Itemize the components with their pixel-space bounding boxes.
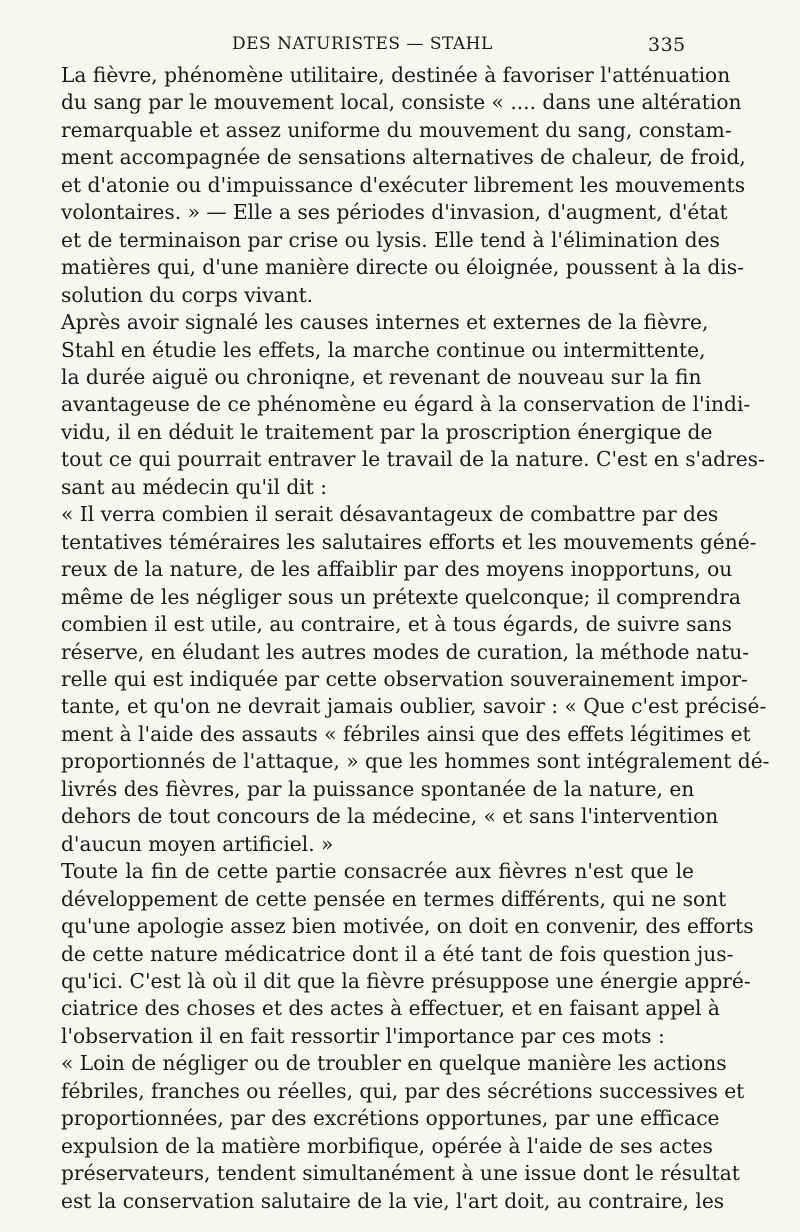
text-line: d'aucun moyen artificiel. » <box>61 831 334 856</box>
text-line: matières qui, d'une manière directe ou éloignée, poussent à la dis- <box>61 255 744 280</box>
text-line: livrés des fièvres, par la puissance spontanée de la nature, en <box>61 776 695 801</box>
text-line: fébriles, franches ou réelles, qui, par des sécrétions successives et <box>61 1078 745 1103</box>
text-line: de cette nature médicatrice dont il a été tant de fois question jus- <box>61 941 734 966</box>
text-line: combien il est utile, au contraire, et à tous égards, de suivre sans <box>61 612 732 637</box>
text-line: qu'ici. C'est là où il dit que la fièvre présuppose une énergie appré- <box>61 968 751 993</box>
text-line: La fièvre, phénomène utilitaire, destinée à favoriser l'atténuation <box>61 63 731 87</box>
text-line: relle qui est indiquée par cette observation souverainement impor- <box>61 666 748 691</box>
text-line: sant au médecin qu'il dit : <box>61 474 328 499</box>
paragraph <box>38 62 746 309</box>
page-header <box>0 30 800 60</box>
text-line: avantageuse de ce phénomène eu égard à la conservation de l'indi- <box>61 392 751 417</box>
text-line: Après avoir signalé les causes internes et externes de la fièvre, <box>61 310 709 335</box>
paragraph <box>38 858 754 1050</box>
text-line: et de terminaison par crise ou lysis. Elle tend à l'élimination des <box>61 227 720 252</box>
text-line: proportionnées, par des excrétions opportunes, par une efficace <box>61 1106 720 1131</box>
text-line: et d'atonie ou d'impuissance d'exécuter librement les mouvements <box>61 172 746 197</box>
text-line: volontaires. » — Elle a ses périodes d'invasion, d'augment, d'état <box>61 200 728 225</box>
paragraph <box>38 309 765 501</box>
text-line: « Il verra combien il serait désavantageux de combattre par des <box>61 502 719 527</box>
body-text <box>38 62 770 1215</box>
paragraph <box>38 501 770 858</box>
text-line: expulsion de la matière morbifique, opérée à l'aide de ses actes <box>61 1133 713 1158</box>
text-line: « Loin de négliger ou de troubler en quelque manière les actions <box>61 1051 727 1076</box>
text-line: solution du corps vivant. <box>61 282 314 307</box>
paragraph <box>38 1050 745 1215</box>
text-line: développement de cette pensée en termes différents, qui ne sont <box>61 886 727 911</box>
text-line: qu'une apologie assez bien motivée, on doit en convenir, des efforts <box>61 914 754 939</box>
text-line: tout ce qui pourrait entraver le travail de la nature. C'est en s'adres- <box>61 447 765 472</box>
text-line: Stahl en étudie les effets, la marche continue ou intermittente, <box>61 337 706 362</box>
text-line: la durée aiguë ou chroniqne, et revenant de nouveau sur la fin <box>61 364 702 389</box>
text-line: ment accompagnée de sensations alternatives de chaleur, de froid, <box>61 145 746 170</box>
text-line: proportionnés de l'attaque, » que les hommes sont intégralement dé- <box>61 749 770 774</box>
text-line: Toute la fin de cette partie consacrée aux fièvres n'est que le <box>61 859 694 884</box>
text-line: ment à l'aide des assauts « fébriles ainsi que des effets légitimes et <box>61 721 751 746</box>
text-line: dehors de tout concours de la médecine, « et sans l'intervention <box>61 804 719 829</box>
text-line: tante, et qu'on ne devrait jamais oublier, savoir : « Que c'est précisé- <box>61 694 767 719</box>
text-line: vidu, il en déduit le traitement par la proscription énergique de <box>61 419 713 444</box>
text-line: réserve, en éludant les autres modes de curation, la méthode natu- <box>61 639 750 664</box>
text-line: l'observation il en fait ressortir l'importance par ces mots : <box>61 1023 665 1048</box>
text-line: préservateurs, tendent simultanément à une issue dont le résultat <box>61 1161 740 1186</box>
text-line: est la conservation salutaire de la vie, l'art doit, au contraire, les <box>61 1188 725 1213</box>
text-line: même de les négliger sous un prétexte quelconque; il comprendra <box>61 584 741 609</box>
text-line: reux de la nature, de les affaiblir par des moyens inopportuns, ou <box>61 557 733 582</box>
text-line: remarquable et assez uniforme du mouvement du sang, constam- <box>61 117 732 142</box>
running-head: DES NATURISTES — STAHL <box>232 34 493 54</box>
text-line: du sang par le mouvement local, consiste « .... dans une altération <box>61 90 742 115</box>
page-number: 335 <box>648 34 686 56</box>
text-line: tentatives téméraires les salutaires efforts et les mouvements géné- <box>61 529 757 554</box>
text-line: ciatrice des choses et des actes à effectuer, et en faisant appel à <box>61 996 720 1021</box>
